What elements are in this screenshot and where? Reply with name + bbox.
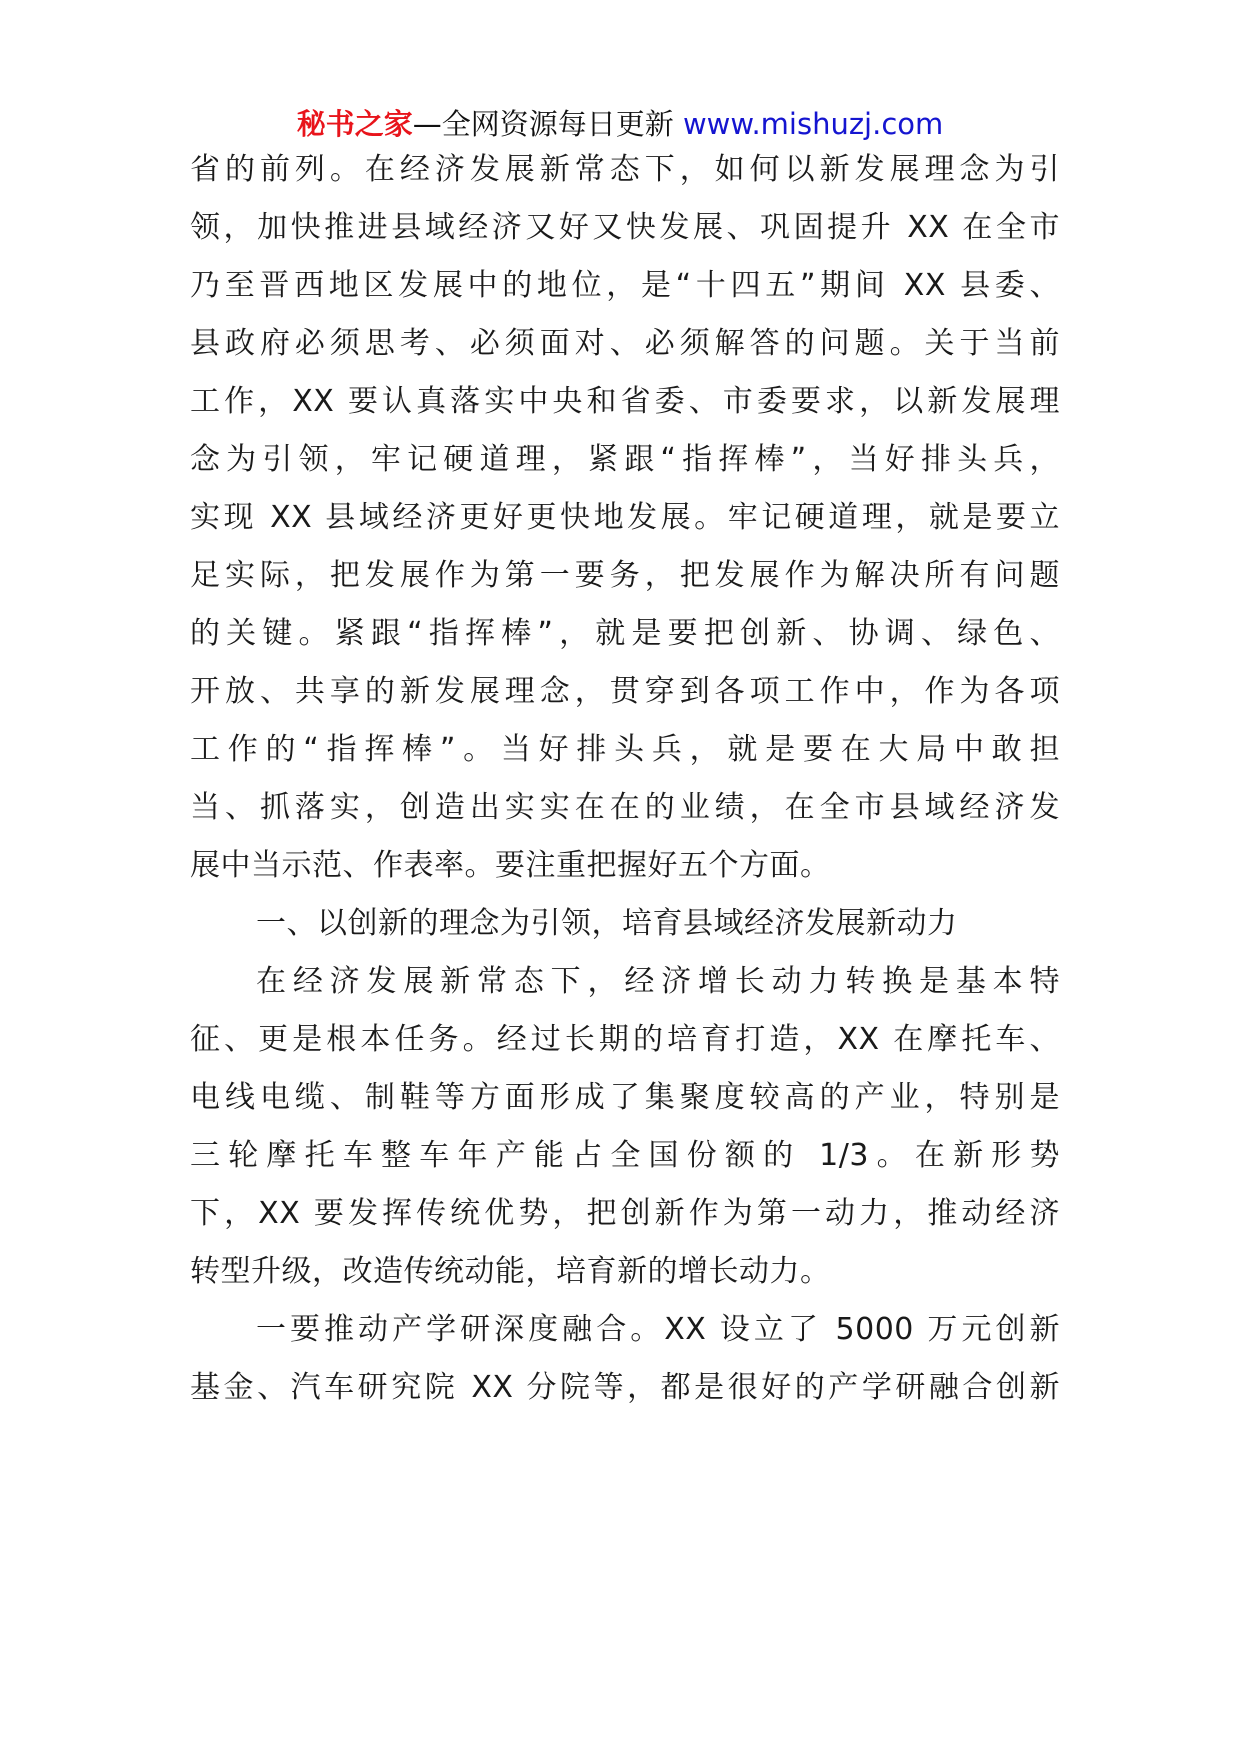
paragraph-line: 三轮摩托车整车年产能占全国份额的 1/3。在新形势 (190, 1138, 1060, 1173)
site-brand: 秘书之家 (296, 107, 413, 141)
paragraph-line: 下，XX 要发挥传统优势，把创新作为第一动力，推动经济 (190, 1196, 1060, 1231)
paragraph-line: 实现 XX 县域经济更好更快地发展。牢记硬道理，就是要立 (190, 500, 1060, 535)
section-heading: 一、以创新的理念为引领，培育县域经济发展新动力 (256, 906, 958, 941)
site-url-link[interactable]: www.mishuzj.com (682, 107, 944, 141)
paragraph-line: 领，加快推进县域经济又好又快发展、巩固提升 XX 在全市 (190, 210, 1060, 245)
paragraph-line: 展中当示范、作表率。要注重把握好五个方面。 (190, 848, 831, 883)
site-header (0, 102, 1240, 146)
paragraph-line: 基金、汽车研究院 XX 分院等，都是很好的产学研融合创新 (190, 1370, 1060, 1405)
paragraph-line: 转型升级，改造传统动能，培育新的增长动力。 (190, 1254, 831, 1289)
paragraph-line: 足实际，把发展作为第一要务，把发展作为解决所有问题 (190, 558, 1060, 593)
paragraph-line: 工作的“指挥棒”。当好排头兵，就是要在大局中敢担 (190, 732, 1060, 767)
paragraph-line: 乃至晋西地区发展中的地位，是“十四五”期间 XX 县委、 (190, 268, 1060, 303)
paragraph-line: 念为引领，牢记硬道理，紧跟“指挥棒”，当好排头兵， (190, 442, 1060, 477)
paragraph-line: 一要推动产学研深度融合。XX 设立了 5000 万元创新 (256, 1312, 1060, 1347)
paragraph-line: 在经济发展新常态下，经济增长动力转换是基本特 (256, 964, 1060, 999)
paragraph-line: 县政府必须思考、必须面对、必须解答的问题。关于当前 (190, 326, 1060, 361)
paragraph-line: 开放、共享的新发展理念，贯穿到各项工作中，作为各项 (190, 674, 1060, 709)
site-slogan: —全网资源每日更新 (412, 107, 683, 141)
paragraph-line: 电线电缆、制鞋等方面形成了集聚度较高的产业，特别是 (190, 1080, 1060, 1115)
paragraph-line: 工作，XX 要认真落实中央和省委、市委要求，以新发展理 (190, 384, 1060, 419)
paragraph-line: 的关键。紧跟“指挥棒”，就是要把创新、协调、绿色、 (190, 616, 1060, 651)
paragraph-line: 当、抓落实，创造出实实在在的业绩，在全市县域经济发 (190, 790, 1060, 825)
paragraph-line: 省的前列。在经济发展新常态下，如何以新发展理念为引 (190, 152, 1060, 187)
paragraph-line: 征、更是根本任务。经过长期的培育打造，XX 在摩托车、 (190, 1022, 1060, 1057)
